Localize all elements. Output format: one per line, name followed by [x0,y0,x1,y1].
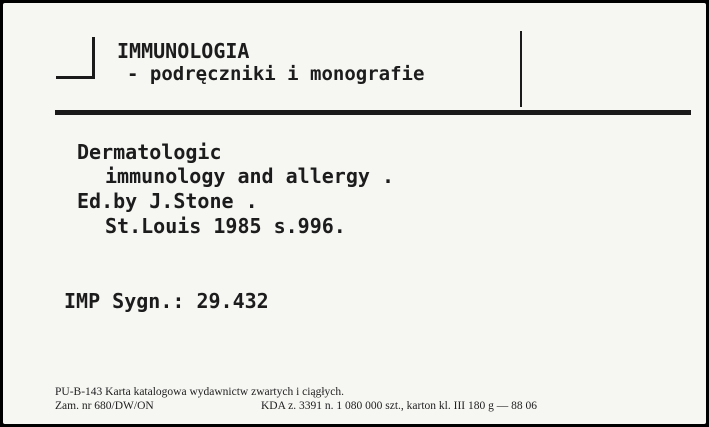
subject-heading: IMMUNOLOGIA [117,39,250,63]
entry-imprint: St.Louis 1985 s.996. [105,214,346,238]
printed-form-caption: PU-B-143 Karta katalogowa wydawnictw zwartych i ciągłych. [55,386,345,398]
catalog-card [3,3,706,424]
header-corner-mark-base [56,76,95,79]
printed-print-run: KDA z. 3391 n. 1 080 000 szt., karton kl. III 180 g — 88 06 [261,400,537,412]
entry-title-continuation: immunology and allergy . [105,164,394,188]
header-right-divider [520,31,522,107]
printed-order-number: Zam. nr 680/DW/ON [55,400,154,412]
header-corner-mark [92,37,95,79]
entry-editor: Ed.by J.Stone . [77,189,258,213]
header-rule [55,110,691,115]
call-number: IMP Sygn.: 29.432 [64,289,269,313]
entry-title-line: Dermatologic [77,140,222,164]
subject-subheading: - podręczniki i monografie [127,63,425,85]
